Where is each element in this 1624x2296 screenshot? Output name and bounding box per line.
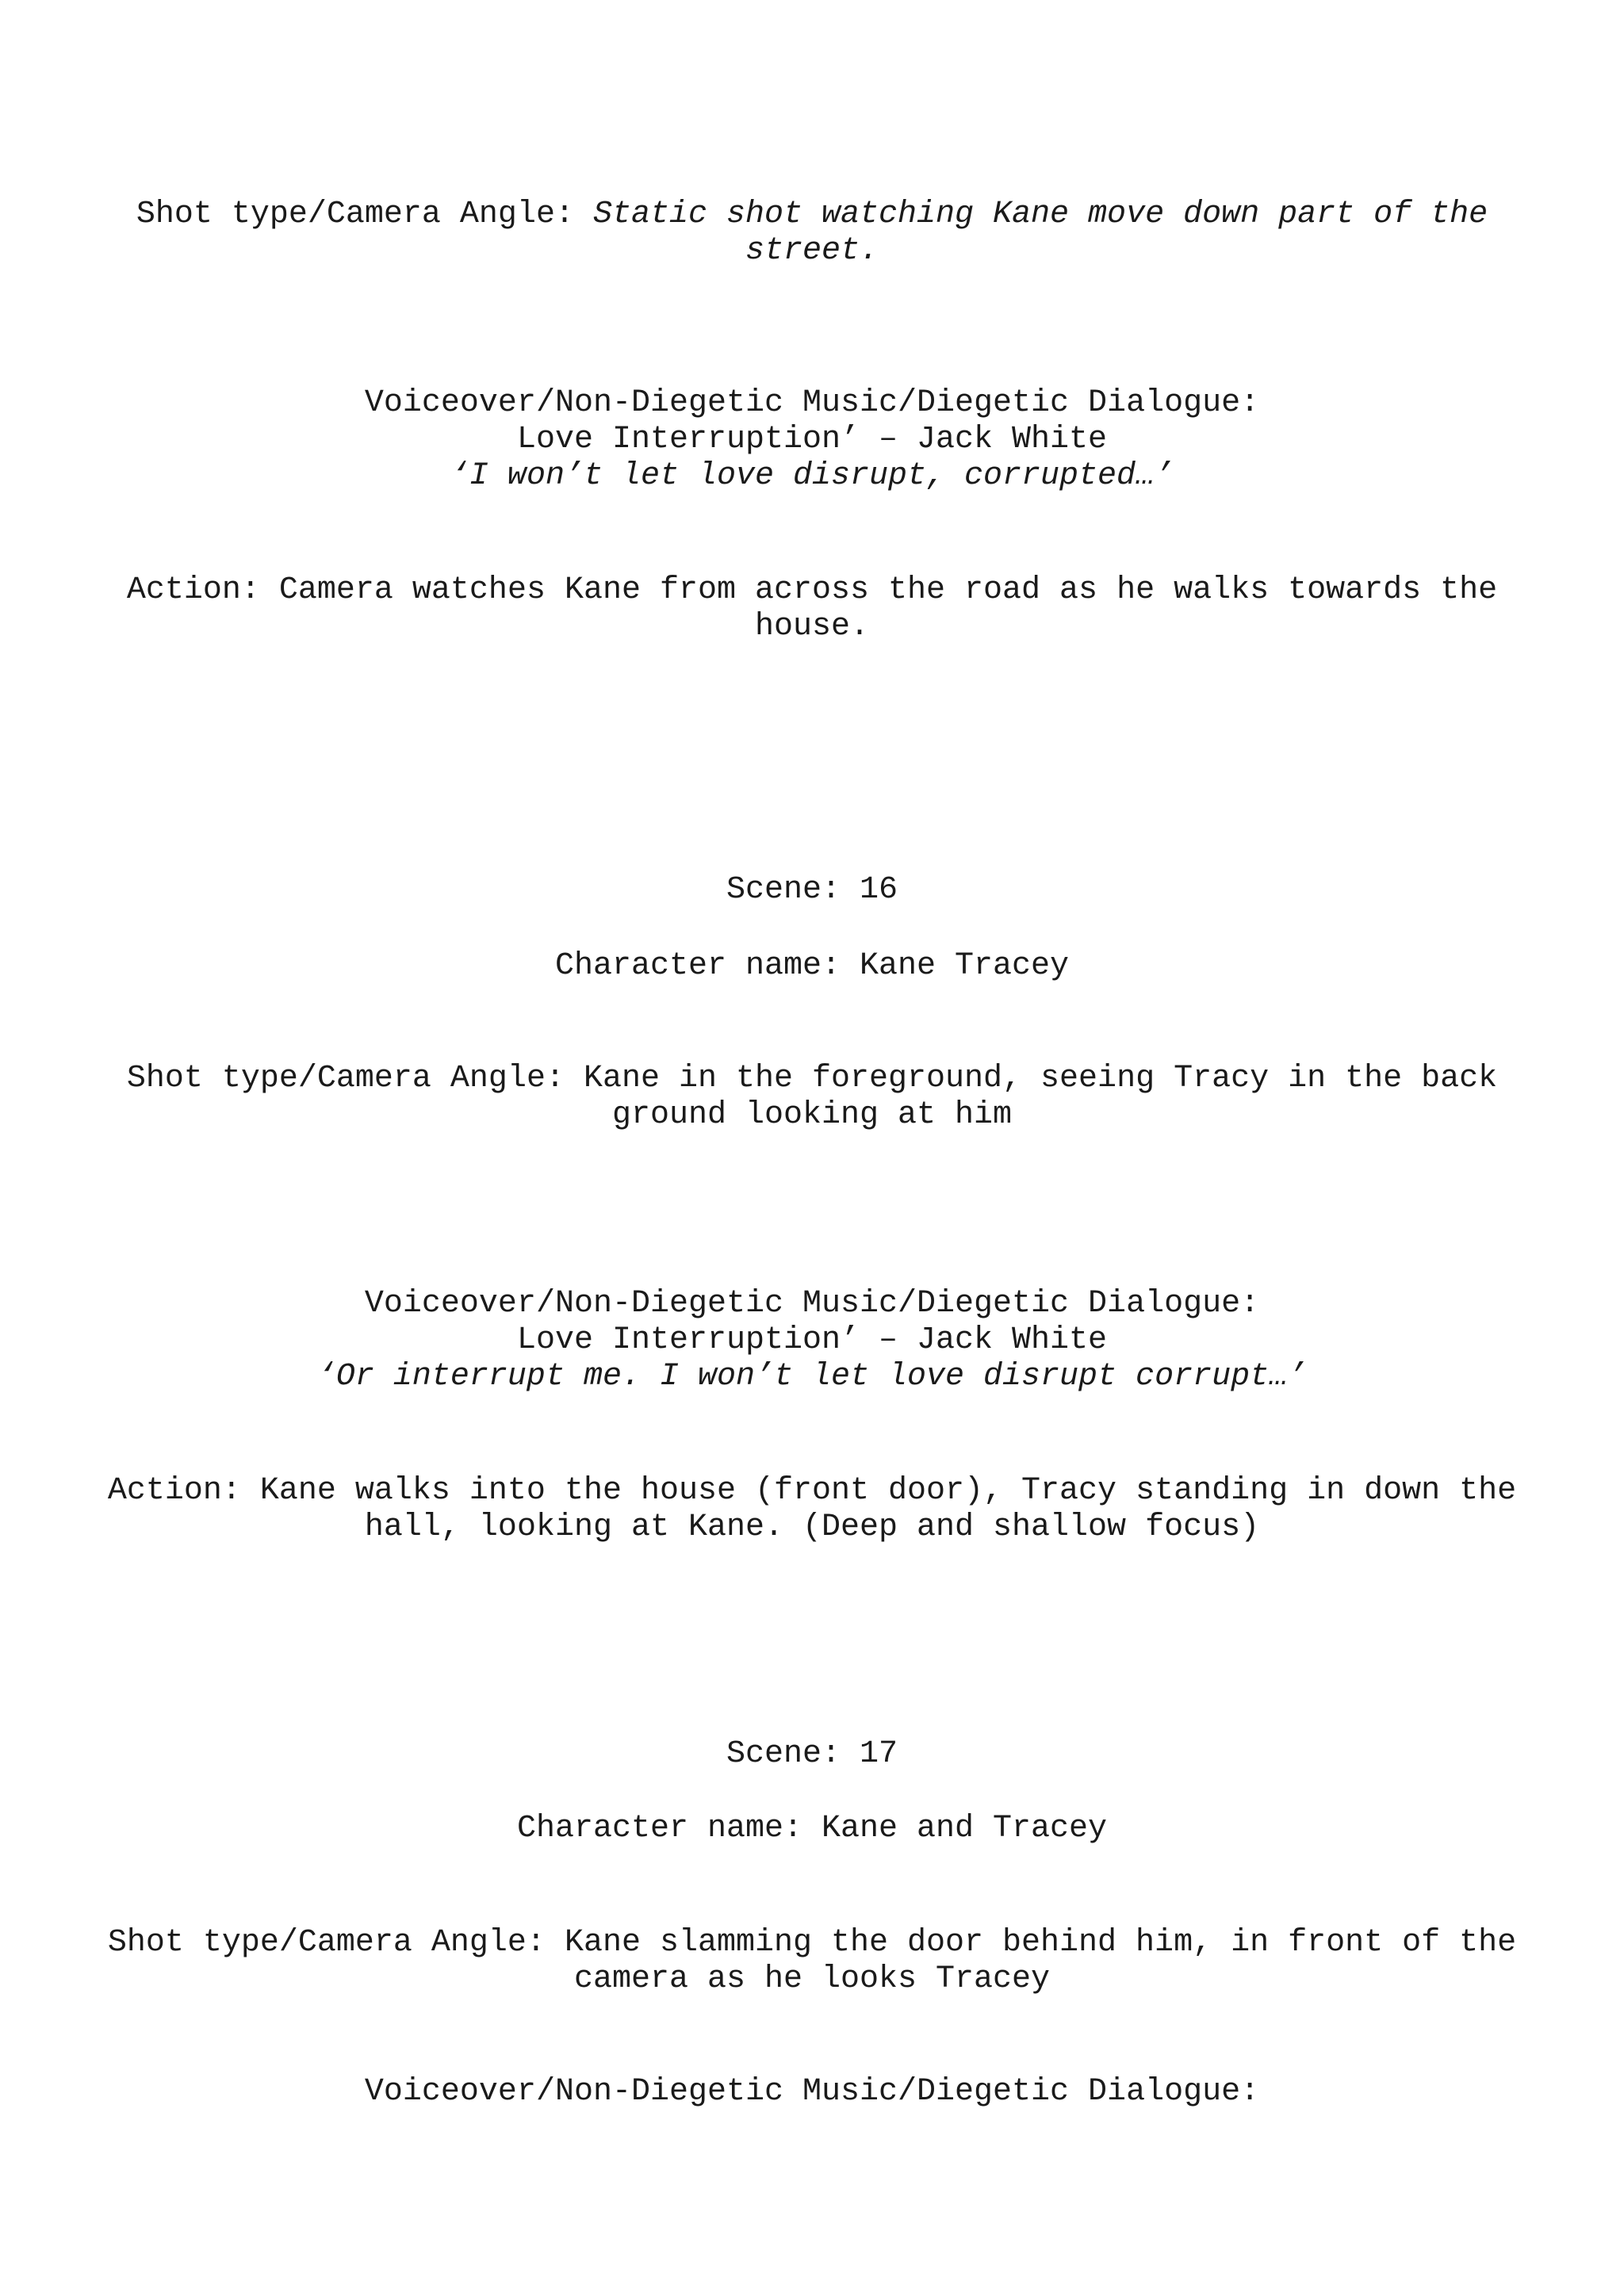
song-title: Love Interruption’ – Jack White — [516, 422, 1108, 457]
voiceover-label: Voiceover/Non-Diegetic Music/Diegetic Dialogue: — [364, 2074, 1260, 2110]
voiceover-label: Voiceover/Non-Diegetic Music/Diegetic Dialogue: — [364, 385, 1260, 421]
scene-number: Scene: 16 — [726, 872, 898, 908]
action-text-cont: hall, looking at Kane. (Deep and shallow focus) — [364, 1510, 1260, 1545]
action-text-cont: house. — [754, 609, 870, 645]
scene-number: Scene: 17 — [726, 1736, 898, 1772]
shot-type-description-cont: street. — [745, 233, 879, 269]
shot-type-line: Shot type/Camera Angle: Kane in the foreground, seeing Tracy in the back — [126, 1061, 1498, 1096]
shot-type-line-cont: camera as he looks Tracey — [573, 1961, 1051, 1997]
shot-type-label: Shot type/Camera Angle: — [136, 197, 593, 232]
shot-type-line-cont: ground looking at him — [611, 1097, 1013, 1133]
song-title: Love Interruption’ – Jack White — [516, 1322, 1108, 1358]
shot-type-line: Shot type/Camera Angle: Kane slamming the door behind him, in front of the — [107, 1925, 1517, 1961]
action-text: Action: Kane walks into the house (front door), Tracy standing in down the — [107, 1473, 1517, 1509]
shot-type-line — [0, 197, 1624, 233]
character-name: Character name: Kane Tracey — [554, 948, 1070, 984]
shot-type-description: Static shot watching Kane move down part of the — [592, 197, 1488, 232]
song-lyric: ‘Or interrupt me. I won’t let love disrupt corrupt…’ — [316, 1359, 1308, 1395]
voiceover-label: Voiceover/Non-Diegetic Music/Diegetic Dialogue: — [364, 1286, 1260, 1322]
song-lyric: ‘I won’t let love disrupt, corrupted…’ — [450, 458, 1174, 494]
action-text: Action: Camera watches Kane from across the road as he walks towards the — [126, 572, 1498, 608]
character-name: Character name: Kane and Tracey — [516, 1811, 1108, 1846]
